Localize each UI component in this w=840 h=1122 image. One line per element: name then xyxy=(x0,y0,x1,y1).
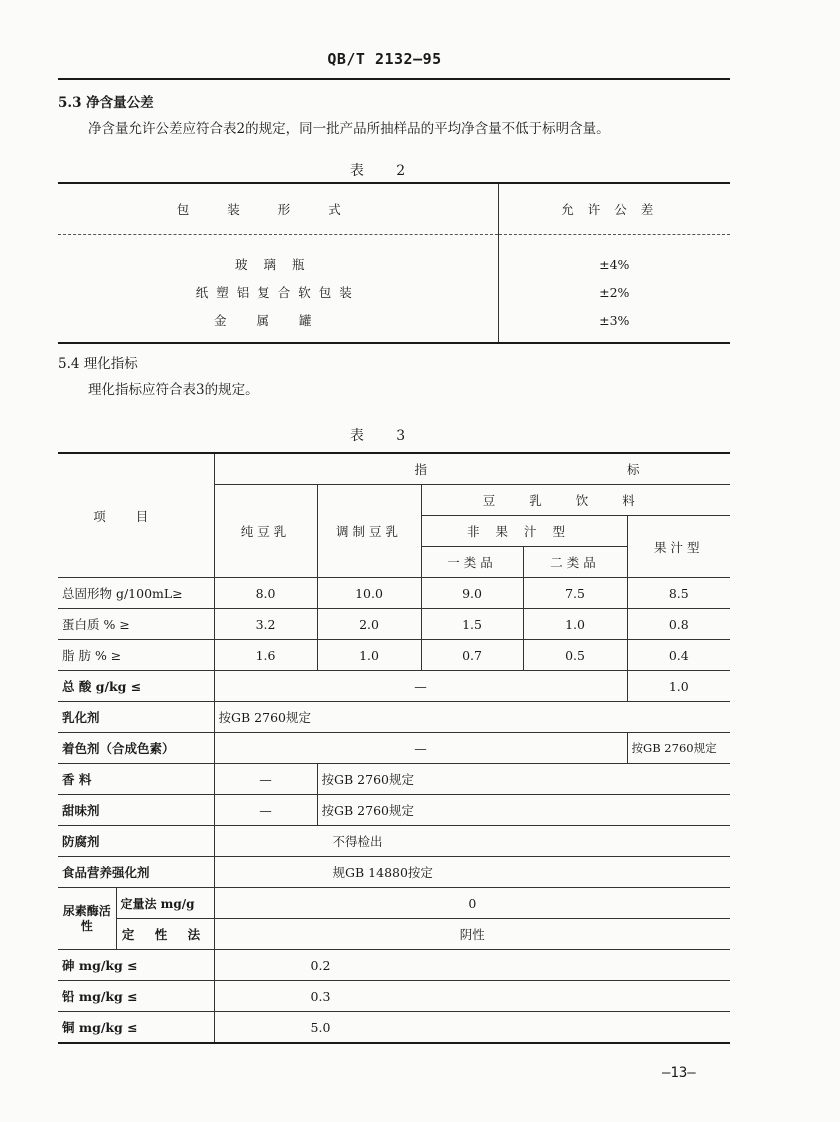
row-label: 铜 mg/kg ≤ xyxy=(58,1012,214,1044)
cell-value: 规GB 14880按定 xyxy=(214,857,730,888)
cell-value: — xyxy=(214,733,627,764)
cell-value: 7.5 xyxy=(523,578,627,609)
table-3-header-modified: 调制豆乳 xyxy=(317,485,421,578)
cell-value: 阴性 xyxy=(214,919,730,950)
cell-value: 1.0 xyxy=(523,609,627,640)
row-label: 乳化剂 xyxy=(58,702,214,733)
table-row xyxy=(58,981,730,1012)
cell-value: 8.0 xyxy=(214,578,317,609)
table-row xyxy=(58,795,730,826)
section-5-3-text: 净含量允许公差应符合表2的规定，同一批产品所抽样品的平均净含量不低于标明含量。 xyxy=(88,121,610,137)
table-2-header-tolerance: 允许公差 xyxy=(498,184,730,234)
table-2-row-tolerance: ±3% xyxy=(599,312,630,328)
table-3-header-juice: 果汁型 xyxy=(627,516,730,578)
table-row xyxy=(58,702,730,733)
table-row xyxy=(58,640,730,671)
page-number: —13— xyxy=(662,1065,696,1081)
section-5-3-heading: 5.3 净含量公差 xyxy=(58,95,154,111)
table-2-row-tolerance: ±4% xyxy=(599,256,630,272)
table-row xyxy=(58,764,730,795)
cell-value: 0.3 xyxy=(214,981,730,1012)
table-row xyxy=(58,609,730,640)
row-label: 香 料 xyxy=(58,764,214,795)
cell-value: 3.2 xyxy=(214,609,317,640)
table-row xyxy=(58,578,730,609)
section-5-4-heading: 5.4 理化指标 xyxy=(58,356,138,372)
cell-value: 1.6 xyxy=(214,640,317,671)
section-5-4-text: 理化指标应符合表3的规定。 xyxy=(88,382,259,398)
row-label: 甜味剂 xyxy=(58,795,214,826)
cell-value: — xyxy=(214,795,317,826)
table-2-row-form: 纸塑铝复合软包装 xyxy=(58,278,498,306)
cell-value: 不得检出 xyxy=(214,826,730,857)
table-row xyxy=(58,919,730,950)
table-row xyxy=(58,950,730,981)
row-label: 铅 mg/kg ≤ xyxy=(58,981,214,1012)
cell-value: 按GB 2760规定 xyxy=(317,795,730,826)
cell-value: — xyxy=(214,764,317,795)
cell-value: 1.0 xyxy=(627,671,730,702)
table-2-row-form: 金属罐 xyxy=(58,306,498,334)
row-label: 总固形物 g/100mL≥ xyxy=(58,578,214,609)
header-rule xyxy=(58,78,730,80)
cell-value: 0.5 xyxy=(523,640,627,671)
cell-value: 5.0 xyxy=(214,1012,730,1044)
cell-value: 0.2 xyxy=(214,950,730,981)
table-2-caption: 表 2 xyxy=(349,163,420,179)
table-3-caption: 表 3 xyxy=(349,428,420,444)
cell-value: 1.5 xyxy=(421,609,523,640)
row-label: 防腐剂 xyxy=(58,826,214,857)
row-label: 脂 肪 % ≥ xyxy=(58,640,214,671)
table-row xyxy=(58,1012,730,1044)
table-3-header-item: 项目 xyxy=(58,453,214,578)
row-label: 蛋白质 % ≥ xyxy=(58,609,214,640)
cell-value: 按GB 2760规定 xyxy=(214,702,730,733)
row-label: 食品营养强化剂 xyxy=(58,857,214,888)
cell-value: 10.0 xyxy=(317,578,421,609)
cell-value: 8.5 xyxy=(627,578,730,609)
table-row xyxy=(58,888,730,919)
table-3-header-nonjuice: 非果汁型 xyxy=(421,516,627,547)
table-row xyxy=(58,671,730,702)
cell-value: 0.7 xyxy=(421,640,523,671)
cell-value: 0 xyxy=(214,888,730,919)
table-2-header-form: 包装形式 xyxy=(58,184,498,234)
table-3-header-index: 指标 xyxy=(214,453,730,485)
cell-value: 按GB 2760规定 xyxy=(627,733,730,764)
cell-value: 0.8 xyxy=(627,609,730,640)
row-label: 总 酸 g/kg ≤ xyxy=(58,671,214,702)
cell-value: — xyxy=(214,671,627,702)
table-2-row-tolerance: ±2% xyxy=(599,284,630,300)
row-sublabel: 定量法 mg/g xyxy=(116,888,214,919)
standard-number: QB/T 2132—95 xyxy=(327,50,442,68)
cell-value: 0.4 xyxy=(627,640,730,671)
table-row xyxy=(58,857,730,888)
table-3-header-class2: 二类品 xyxy=(523,547,627,578)
cell-value: 9.0 xyxy=(421,578,523,609)
cell-value: 按GB 2760规定 xyxy=(317,764,730,795)
table-row xyxy=(58,733,730,764)
row-label: 着色剂（合成色素） xyxy=(58,733,214,764)
cell-value: 1.0 xyxy=(317,640,421,671)
table-3-header-class1: 一类品 xyxy=(421,547,523,578)
table-2 xyxy=(58,182,730,344)
cell-value: 2.0 xyxy=(317,609,421,640)
row-label: 尿素酶活性 xyxy=(58,888,116,950)
table-row xyxy=(58,826,730,857)
row-sublabel: 定 性 法 xyxy=(116,919,214,950)
table-2-row-form: 玻璃瓶 xyxy=(58,250,498,278)
table-3-header-drink: 豆乳饮料 xyxy=(421,485,730,516)
table-3 xyxy=(58,452,840,1044)
table-3-header-pure: 纯豆乳 xyxy=(214,485,317,578)
row-label: 砷 mg/kg ≤ xyxy=(58,950,214,981)
